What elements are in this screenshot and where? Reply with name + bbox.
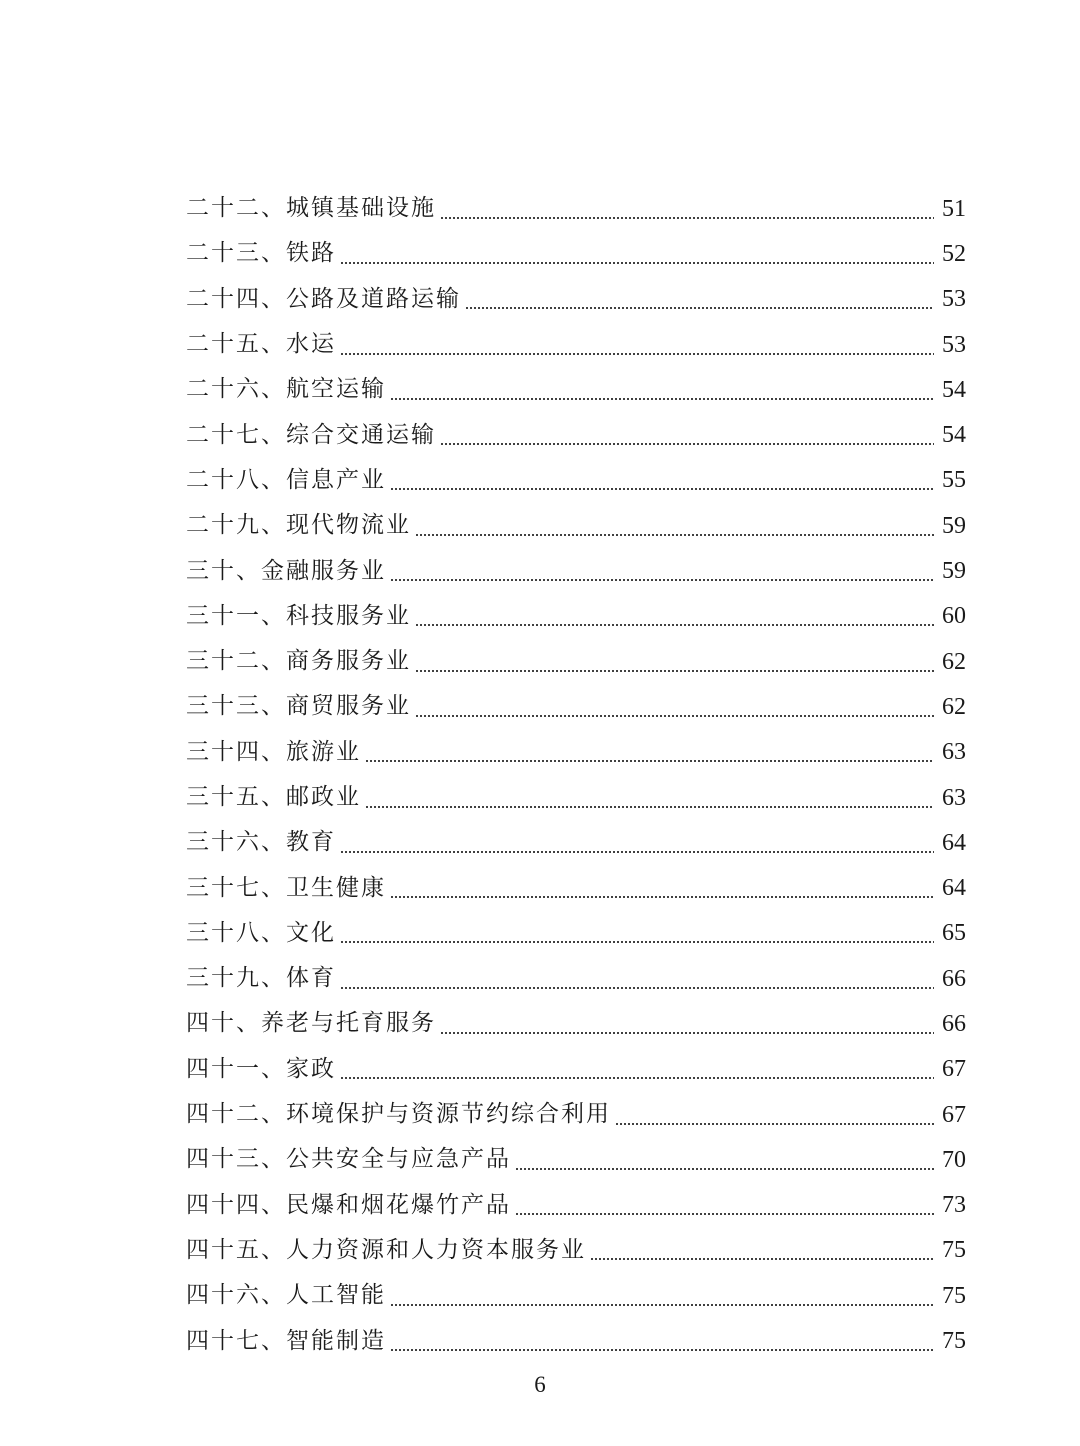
toc-entry-title: 三十五、邮政业 <box>186 784 361 810</box>
dot-leader <box>590 1258 934 1260</box>
dot-leader <box>415 670 934 672</box>
dot-leader <box>440 217 934 219</box>
toc-entry-title: 四十一、家政 <box>186 1055 336 1082</box>
toc-entry-title: 四十六、人工智能 <box>186 1282 386 1309</box>
toc-entry-title: 二十四、公路及道路运输 <box>186 285 461 312</box>
toc-entry-page: 67 <box>942 1056 966 1083</box>
toc-entry[interactable] <box>186 412 966 457</box>
dot-leader <box>440 1032 934 1034</box>
toc-entry-page: 52 <box>942 240 966 267</box>
toc-entry-title: 三十三、商贸服务业 <box>186 693 411 720</box>
dot-leader <box>340 262 934 264</box>
toc-entry-title: 二十九、现代物流业 <box>186 512 411 539</box>
toc-entry-title: 三十四、旅游业 <box>186 738 361 765</box>
toc-entry-page: 75 <box>942 1328 966 1355</box>
dot-leader <box>340 941 934 943</box>
toc-entry-title: 四十二、环境保护与资源节约综合利用 <box>186 1101 611 1128</box>
dot-leader <box>415 534 934 536</box>
toc-entry-title: 四十四、民爆和烟花爆竹产品 <box>186 1191 511 1218</box>
toc-entry-title: 三十七、卫生健康 <box>186 874 386 901</box>
toc-entry[interactable] <box>186 548 966 593</box>
toc-entry-page: 55 <box>942 467 966 494</box>
toc-entry-title: 四十五、人力资源和人力资本服务业 <box>186 1236 586 1263</box>
toc-entry-title: 三十九、体育 <box>186 965 336 992</box>
toc-entry-title: 四十、养老与托育服务 <box>186 1010 436 1037</box>
toc-entry-page: 53 <box>942 286 966 313</box>
toc-entry-title: 二十五、水运 <box>186 331 336 358</box>
dot-leader <box>390 1349 934 1351</box>
toc-entry[interactable] <box>186 775 966 820</box>
toc-entry-page: 67 <box>942 1101 966 1128</box>
toc-entry-title: 二十二、城镇基础设施 <box>186 195 436 222</box>
dot-leader <box>390 896 934 898</box>
toc-entry-page: 54 <box>942 422 966 449</box>
toc-entry-title: 二十六、航空运输 <box>186 376 386 403</box>
toc-entry-page: 75 <box>942 1282 966 1309</box>
toc-entry-page: 66 <box>942 1010 966 1037</box>
toc-entry-page: 66 <box>942 965 966 992</box>
dot-leader <box>340 851 934 853</box>
toc-entry[interactable] <box>186 594 966 639</box>
toc-entry[interactable] <box>186 956 966 1001</box>
dot-leader <box>390 398 934 400</box>
dot-leader <box>365 760 934 762</box>
toc-entry-page: 70 <box>942 1146 966 1173</box>
toc-entry-page: 62 <box>942 693 966 720</box>
dot-leader <box>340 353 934 355</box>
toc-entry-page: 64 <box>942 875 966 902</box>
toc-entry[interactable] <box>186 1183 966 1228</box>
toc-entry[interactable] <box>186 684 966 729</box>
dot-leader <box>390 1304 934 1306</box>
toc-entry-title: 二十七、综合交通运输 <box>186 421 436 448</box>
toc-entry[interactable] <box>186 1047 966 1092</box>
toc-entry[interactable] <box>186 186 966 231</box>
dot-leader <box>365 806 934 808</box>
toc-entry-page: 51 <box>942 195 966 222</box>
toc-entry-title: 三十八、文化 <box>186 919 336 946</box>
dot-leader <box>390 488 934 490</box>
toc-entry[interactable] <box>186 1137 966 1182</box>
toc-entry-page: 65 <box>942 920 966 947</box>
toc-entry-page: 64 <box>942 829 966 856</box>
toc-entry-title: 四十七、智能制造 <box>186 1327 386 1354</box>
toc-entry-title: 三十一、科技服务业 <box>186 602 411 629</box>
toc-entry[interactable] <box>186 367 966 412</box>
dot-leader <box>340 987 934 989</box>
toc-entry[interactable] <box>186 1318 966 1363</box>
toc-entry-page: 75 <box>942 1237 966 1264</box>
dot-leader <box>615 1123 934 1125</box>
table-of-contents <box>186 186 966 1364</box>
toc-entry-page: 54 <box>942 376 966 403</box>
toc-entry[interactable] <box>186 277 966 322</box>
toc-entry[interactable] <box>186 1001 966 1046</box>
toc-entry-page: 62 <box>942 648 966 675</box>
toc-entry-page: 60 <box>942 603 966 630</box>
toc-entry-title: 三十二、商务服务业 <box>186 648 411 675</box>
dot-leader <box>415 624 934 626</box>
toc-entry[interactable] <box>186 730 966 775</box>
toc-entry-page: 53 <box>942 331 966 358</box>
toc-entry[interactable] <box>186 1273 966 1318</box>
toc-entry-page: 63 <box>942 739 966 766</box>
toc-entry[interactable] <box>186 1092 966 1137</box>
dot-leader <box>390 579 934 581</box>
toc-entry-page: 59 <box>942 558 966 585</box>
dot-leader <box>340 1077 934 1079</box>
dot-leader <box>515 1213 934 1215</box>
dot-leader <box>440 443 934 445</box>
page-number: 6 <box>534 1372 546 1397</box>
toc-entry-title: 三十六、教育 <box>186 829 336 856</box>
toc-entry[interactable] <box>186 458 966 503</box>
toc-entry[interactable] <box>186 865 966 910</box>
toc-entry[interactable] <box>186 231 966 276</box>
dot-leader <box>465 307 934 309</box>
dot-leader <box>515 1168 934 1170</box>
toc-entry-page: 59 <box>942 512 966 539</box>
toc-entry-title: 二十三、铁路 <box>186 240 336 267</box>
toc-entry[interactable] <box>186 820 966 865</box>
toc-entry[interactable] <box>186 322 966 367</box>
toc-entry[interactable] <box>186 503 966 548</box>
toc-entry-page: 73 <box>942 1192 966 1219</box>
toc-entry-title: 二十八、信息产业 <box>186 466 386 493</box>
toc-entry[interactable] <box>186 1228 966 1273</box>
dot-leader <box>415 715 934 717</box>
toc-entry[interactable] <box>186 639 966 684</box>
toc-entry-title: 四十三、公共安全与应急产品 <box>186 1146 511 1173</box>
toc-entry[interactable] <box>186 911 966 956</box>
toc-entry-title: 三十、金融服务业 <box>186 557 386 584</box>
toc-entry-page: 63 <box>942 784 966 811</box>
